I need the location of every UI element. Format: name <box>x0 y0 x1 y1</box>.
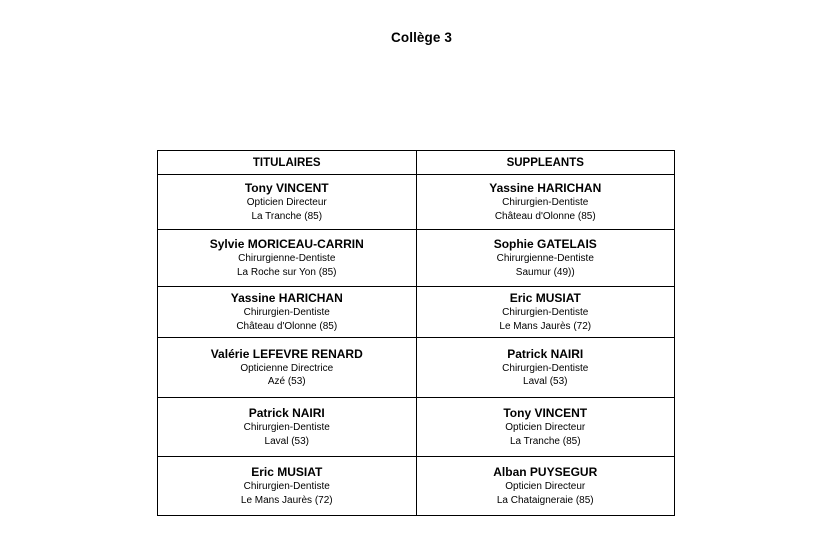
member-name: Patrick NAIRI <box>507 346 584 361</box>
member-name: Alban PUYSEGUR <box>493 465 598 479</box>
member-name: Sylvie MORICEAU-CARRIN <box>209 237 364 251</box>
titulaire-cell <box>158 398 417 457</box>
members-table <box>157 150 675 516</box>
member-name: Valérie LEFEVRE RENARD <box>210 346 363 361</box>
member-role: Opticien Directeur <box>505 481 586 492</box>
member-place: Laval (53) <box>264 435 309 447</box>
member-place: Le Mans Jaurès (72) <box>499 320 592 332</box>
member-name: Eric MUSIAT <box>509 291 581 305</box>
header-titulaires: TITULAIRES <box>158 151 417 175</box>
member-place: Château d'Olonne (85) <box>236 320 338 332</box>
member-place: Le Mans Jaurès (72) <box>240 494 333 506</box>
member-role: Opticien Directeur <box>246 197 327 208</box>
titulaire-cell <box>158 175 417 230</box>
suppleant-cell <box>416 287 675 338</box>
member-name: Sophie GATELAIS <box>493 237 597 251</box>
titulaire-cell <box>158 230 417 287</box>
member-place: Château d'Olonne (85) <box>494 210 596 222</box>
member-role: Opticienne Directrice <box>240 362 334 374</box>
suppleant-cell <box>416 457 675 516</box>
table-row <box>158 338 675 398</box>
member-place: La Tranche (85) <box>509 435 581 447</box>
member-place: La Chataigneraie (85) <box>496 494 594 506</box>
header-suppleants: SUPPLEANTS <box>416 151 675 175</box>
member-name: Yassine HARICHAN <box>230 291 343 305</box>
member-name: Tony VINCENT <box>503 406 588 420</box>
member-place: Azé (53) <box>267 376 306 387</box>
member-name: Eric MUSIAT <box>251 465 323 479</box>
member-place: La Tranche (85) <box>251 210 323 222</box>
titulaire-cell <box>158 287 417 338</box>
suppleant-cell <box>416 230 675 287</box>
member-role: Opticien Directeur <box>505 422 586 433</box>
table-row <box>158 287 675 338</box>
member-role: Chirurgien-Dentiste <box>243 422 330 433</box>
member-role: Chirurgienne-Dentiste <box>496 253 594 264</box>
member-role: Chirurgien-Dentiste <box>243 481 330 492</box>
titulaire-cell <box>158 457 417 516</box>
table-header-row <box>158 151 675 175</box>
suppleant-cell <box>416 338 675 398</box>
suppleant-cell <box>416 398 675 457</box>
member-name: Yassine HARICHAN <box>489 181 602 195</box>
page-title: Collège 3 <box>391 30 452 45</box>
member-name: Tony VINCENT <box>244 181 329 195</box>
member-role: Chirurgien-Dentiste <box>502 307 589 318</box>
member-name: Patrick NAIRI <box>248 406 325 420</box>
table-row <box>158 230 675 287</box>
member-role: Chirurgien-Dentiste <box>502 197 589 208</box>
member-role: Chirurgien-Dentiste <box>502 362 589 374</box>
member-role: Chirurgienne-Dentiste <box>238 253 336 264</box>
suppleant-cell <box>416 175 675 230</box>
member-place: Laval (53) <box>523 376 568 387</box>
member-role: Chirurgien-Dentiste <box>243 307 330 318</box>
table-row <box>158 398 675 457</box>
titulaire-cell <box>158 338 417 398</box>
table-row <box>158 175 675 230</box>
member-place: Saumur (49)) <box>515 266 575 278</box>
member-place: La Roche sur Yon (85) <box>236 266 337 278</box>
table-row <box>158 457 675 516</box>
